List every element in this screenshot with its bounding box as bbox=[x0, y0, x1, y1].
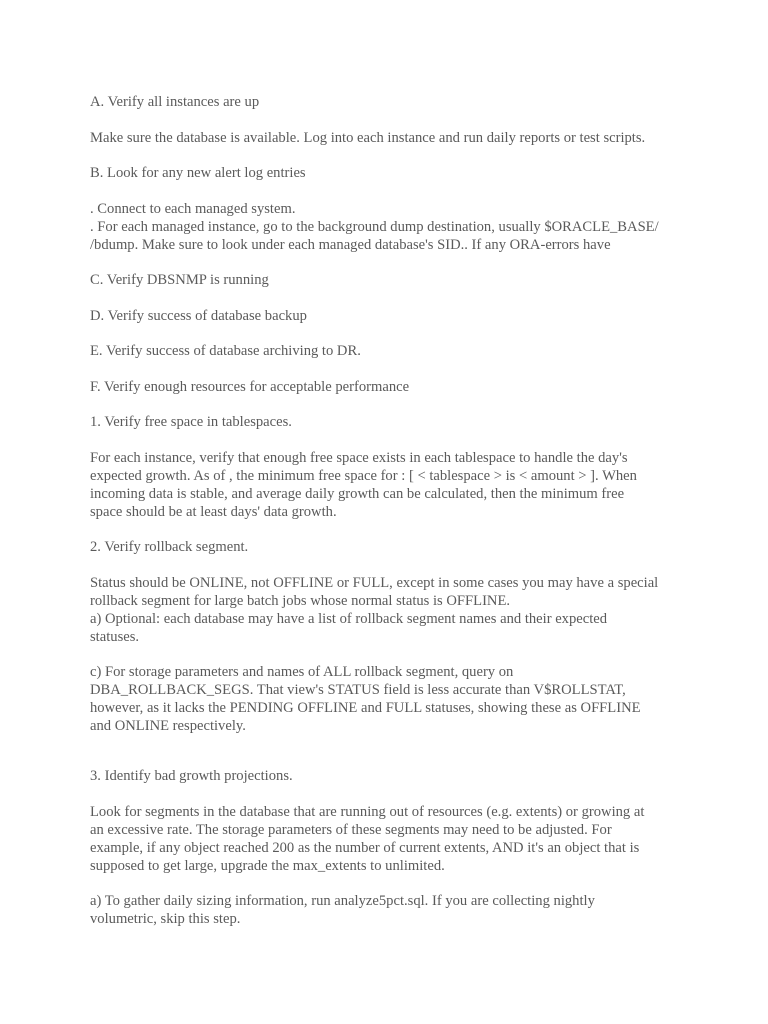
heading-b: B. Look for any new alert log entries bbox=[90, 165, 306, 181]
paragraph-rollback-storage: c) For storage parameters and names of ALL rollback segment, query on DBA_ROLLBACK_SEGS. That view's STATUS field is less accurate than V$ROLLSTAT, however, as it lacks the PENDING OFFLINE and FULL statuses, showing these as OFFLINE and ONLINE respectively. bbox=[90, 664, 641, 734]
heading-a: A. Verify all instances are up bbox=[90, 94, 260, 110]
heading-e: E. Verify success of database archiving to DR. bbox=[90, 343, 361, 359]
subheading-1: 1. Verify free space in tablespaces. bbox=[90, 414, 292, 430]
paragraph-daily-sizing: a) To gather daily sizing information, run analyze5pct.sql. If you are collecting nightly volumetric, skip this step. bbox=[90, 893, 595, 927]
heading-f: F. Verify enough resources for acceptable performance bbox=[90, 378, 410, 395]
paragraph-bad-growth: Look for segments in the database that are running out of resources (e.g. extents) or growing at an excessive rate. The storage parameters of these segments may need to be adjusted. For example, if any object reached 200 as the number of current extents, AND it's an object that is supposed to get large, upgrade the max_extents to unlimited. bbox=[90, 803, 645, 874]
heading-c: C. Verify DBSNMP is running bbox=[90, 272, 269, 288]
paragraph-free-space: For each instance, verify that enough free space exists in each tablespace to handle the day's expected growth. As of , the minimum free space for : [ < tablespace > is < amount > ]. When incoming data is stable, and average daily growth can be calculated, then the minimum free space should be at least days' data growth. bbox=[90, 449, 637, 520]
paragraph-alert-log-steps: . Connect to each managed system. . For each managed instance, go to the background dump destination, usually $ORACLE_BASE/ /bdump. Make sure to look under each managed database's SID.. If any ORA-errors have bbox=[90, 200, 659, 253]
paragraph-rollback-status: Status should be ONLINE, not OFFLINE or FULL, except in some cases you may have a special rollback segment for large batch jobs whose normal status is OFFLINE. a) Optional: each database may have a list of rollback segment names and their expected statuses. bbox=[90, 574, 659, 645]
subheading-3: 3. Identify bad growth projections. bbox=[90, 768, 293, 784]
paragraph-database-available: Make sure the database is available. Log into each instance and run daily reports or test scripts. bbox=[90, 129, 646, 146]
document-page bbox=[90, 93, 690, 946]
subheading-2: 2. Verify rollback segment. bbox=[90, 539, 249, 555]
heading-d: D. Verify success of database backup bbox=[90, 307, 307, 324]
